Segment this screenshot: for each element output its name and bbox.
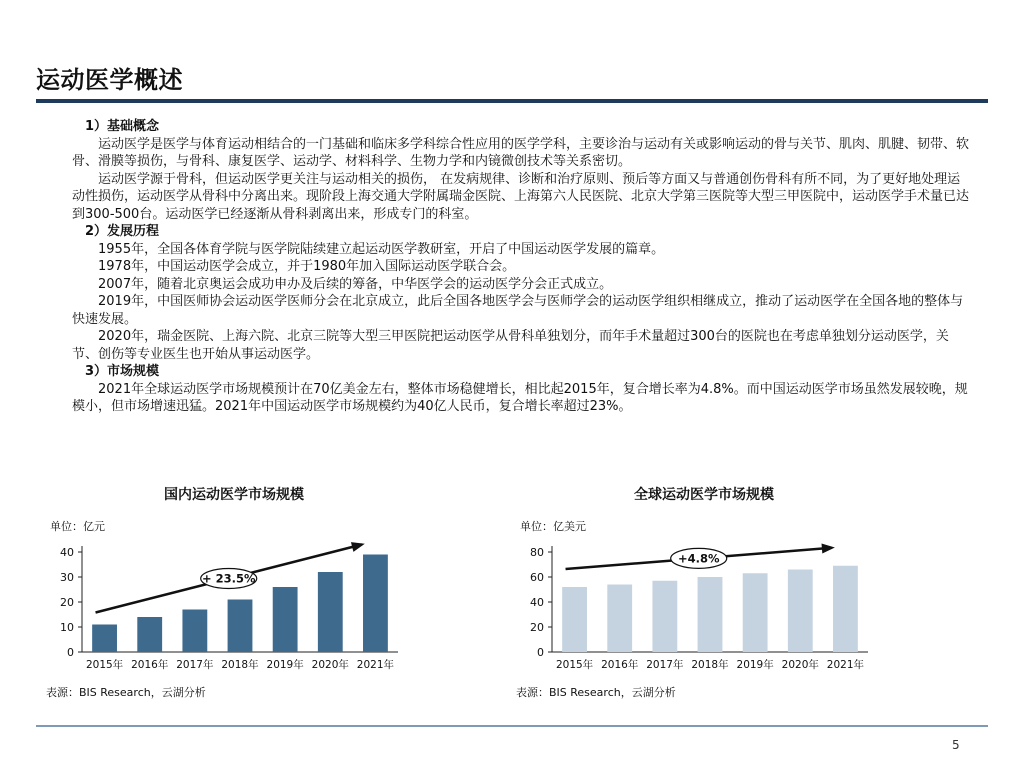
x-tick-label: 2017年: [176, 659, 214, 671]
bar: [562, 587, 587, 652]
domestic-market-chart-plot: [44, 506, 424, 684]
bar: [788, 570, 813, 653]
global-market-chart-plot: [514, 506, 894, 684]
domestic-market-chart: [44, 484, 424, 700]
chart-title: 全球运动医学市场规模: [634, 487, 774, 503]
x-tick-label: 2015年: [85, 659, 124, 671]
growth-rate-label: +4.8%: [677, 551, 720, 566]
x-tick-label: 2019年: [736, 659, 774, 671]
global-market-chart: [514, 484, 894, 700]
bar: [363, 555, 388, 653]
section-heading-history: 2）发展历程: [85, 224, 160, 239]
trend-arrow-head: [351, 542, 365, 552]
x-tick-label: 2018年: [221, 659, 259, 671]
bar: [318, 572, 343, 652]
bar: [92, 625, 117, 653]
bar: [833, 566, 858, 652]
paragraph: 2020年，瑞金医院、上海六院、北京三院等大型三甲医院把运动医学从骨科单独划分，而年手术量超过300台的医院也在考虑单独划分运动医学，关节、创伤等专业医生也开始从事运动医学。: [72, 329, 949, 362]
paragraph: 1955年，全国各体育学院与医学院陆续建立起运动医学教研室，开启了中国运动医学发展的篇章。: [98, 241, 665, 257]
x-tick-label: 2020年: [781, 659, 819, 671]
y-tick-label: 0: [537, 646, 544, 659]
x-tick-label: 2017年: [646, 659, 684, 671]
bar: [228, 600, 253, 653]
y-tick-label: 60: [530, 571, 544, 584]
growth-rate-label: + 23.5%: [201, 571, 256, 586]
chart-unit-label: 单位：亿美元: [520, 520, 586, 533]
chart-source: 表源：BIS Research，云湖分析: [46, 686, 206, 699]
y-tick-label: 80: [530, 546, 544, 559]
y-tick-label: 20: [60, 596, 74, 609]
y-tick-label: 40: [60, 546, 74, 559]
y-tick-label: 10: [60, 621, 74, 634]
bar: [273, 587, 298, 652]
bar: [607, 585, 632, 653]
y-tick-label: 0: [67, 646, 74, 659]
x-tick-label: 2016年: [601, 659, 639, 671]
y-tick-label: 20: [530, 621, 544, 634]
paragraph: 2007年，随着北京奥运会成功申办及后续的筹备，中华医学会的运动医学分会正式成立。: [98, 276, 613, 292]
paragraph: 运动医学是医学与体育运动相结合的一门基础和临床多学科综合性应用的医学学科，主要诊治与运动有关或影响运动的骨与关节、肌肉、肌腱、韧带、软骨、滑膜等损伤，与骨科、康复医学、运动学、材料科学、生物力学和内镜微创技术等关系密切。: [72, 136, 970, 169]
bar: [698, 577, 723, 652]
bar: [743, 573, 768, 652]
y-tick-label: 40: [530, 596, 544, 609]
paragraph: 2019年，中国医师协会运动医学医师分会在北京成立，此后全国各地医学会与医师学会的运动医学组织相继成立，推动了运动医学在全国各地的整体与快速发展。: [72, 294, 964, 327]
page-title: 运动医学概述: [36, 66, 183, 94]
x-tick-label: 2019年: [266, 659, 304, 671]
chart-title: 国内运动医学市场规模: [164, 487, 304, 503]
x-tick-label: 2020年: [311, 659, 349, 671]
paragraph: 1978年，中国运动医学会成立，并于1980年加入国际运动医学联合会。: [98, 259, 516, 274]
bar: [182, 610, 207, 653]
body-text: [72, 118, 972, 416]
paragraph: 运动医学源于骨科，但运动医学更关注与运动相关的损伤， 在发病规律、诊断和治疗原则、预后等方面又与普通创伤骨科有所不同，为了更好地处理运动性损伤，运动医学从骨科中分离出来。现阶段上海交通大学附属瑞金医院、上海第六人民医院、北京大学第三医院等大型三甲医院中，运动医学手术量已达到300-500台。运动医学已经逐渐从骨科剥离出来，形成专门的科室。: [72, 171, 970, 222]
y-tick-label: 30: [60, 571, 74, 584]
bar: [137, 617, 162, 652]
bar: [652, 581, 677, 652]
x-tick-label: 2018年: [691, 659, 729, 671]
x-tick-label: 2016年: [131, 659, 169, 671]
page-number: 5: [952, 738, 960, 752]
title-divider: [36, 99, 988, 103]
section-heading-basics: 1）基础概念: [85, 119, 160, 134]
chart-source: 表源：BIS Research，云湖分析: [516, 686, 676, 699]
footer-divider: [36, 725, 988, 727]
trend-arrow-head: [822, 544, 835, 554]
chart-unit-label: 单位：亿元: [50, 520, 105, 533]
section-heading-market: 3）市场规模: [85, 364, 160, 379]
x-tick-label: 2015年: [555, 659, 594, 671]
x-tick-label: 2021年: [356, 659, 395, 671]
x-tick-label: 2021年: [826, 659, 865, 671]
paragraph: 2021年全球运动医学市场规模预计在70亿美金左右，整体市场稳健增长，相比起2015年，复合增长率为4.8%。而中国运动医学市场虽然发展较晚，规模小，但市场增速迅猛。2021年中国运动医学市场规模约为40亿人民币，复合增长率超过23%。: [72, 381, 968, 414]
